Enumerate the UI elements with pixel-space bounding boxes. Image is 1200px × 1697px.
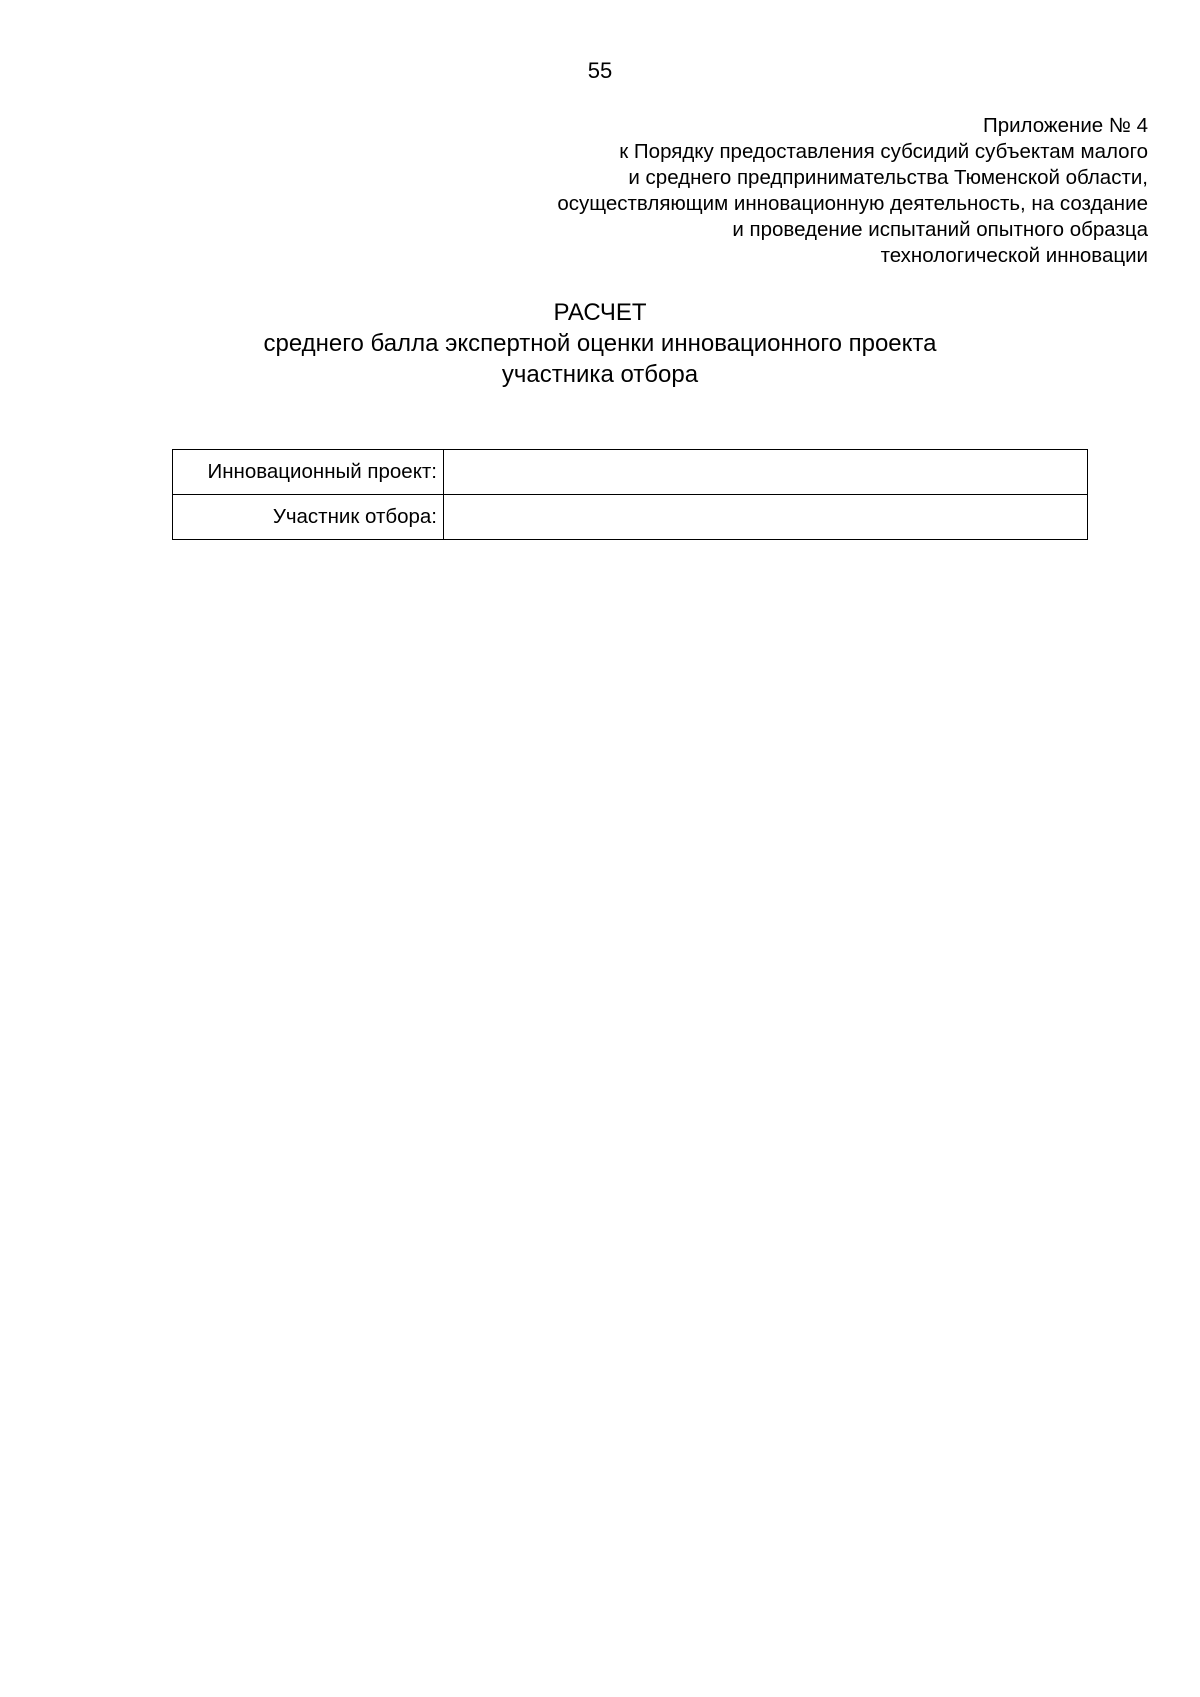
project-info-table [172, 449, 1088, 540]
appendix-line: и проведение испытаний опытного образца [732, 218, 1148, 241]
document-title [0, 297, 1200, 390]
appendix-line: технологической инновации [880, 244, 1148, 267]
participant-value-field[interactable] [444, 495, 1088, 540]
project-label: Инновационный проект: [173, 450, 444, 495]
appendix-line: осуществляющим инновационную деятельность, на создание [557, 192, 1148, 215]
participant-label: Участник отбора: [173, 495, 444, 540]
appendix-line: Приложение № 4 [982, 114, 1148, 137]
table-row-participant [173, 495, 1088, 540]
title-line: среднего балла экспертной оценки инновационного проекта [263, 330, 937, 357]
title-heading: РАСЧЕТ [553, 299, 647, 326]
appendix-note [428, 113, 1148, 269]
appendix-line: и среднего предпринимательства Тюменской области, [628, 166, 1148, 189]
project-value-field[interactable] [444, 450, 1088, 495]
table-row-project [173, 450, 1088, 495]
title-line: участника отбора [501, 361, 699, 388]
appendix-line: к Порядку предоставления субсидий субъектам малого [619, 140, 1148, 163]
page-number: 55 [587, 58, 613, 83]
